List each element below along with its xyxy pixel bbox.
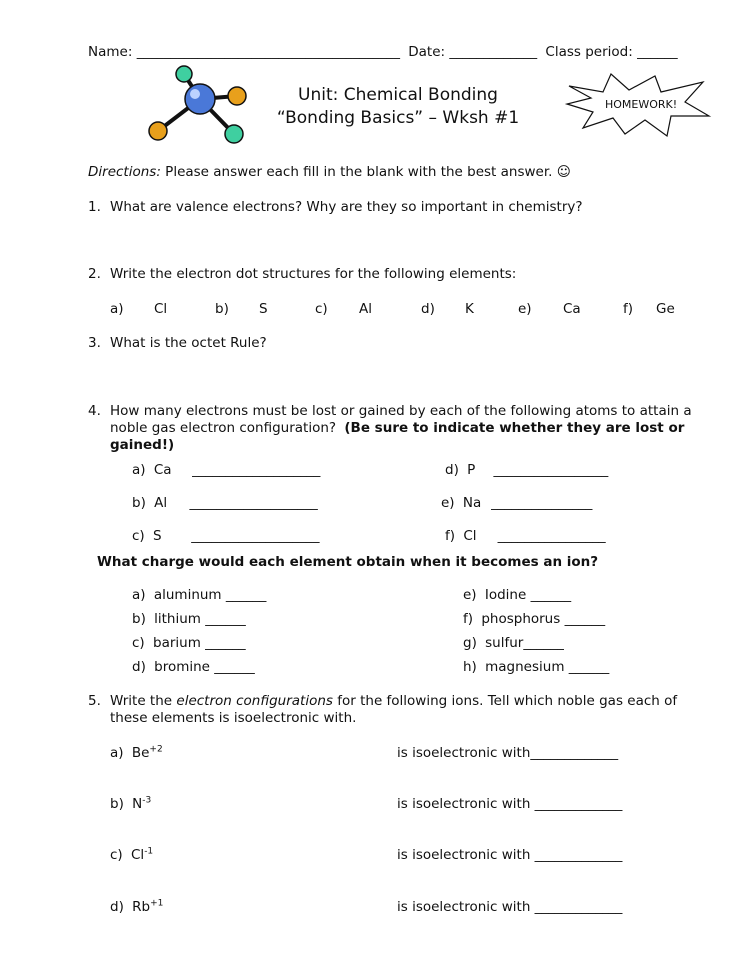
charge-text[interactable]: lithium ______ [154,611,246,627]
q2-item-letter: f) [623,301,634,317]
date-blank[interactable]: _____________ [449,44,538,60]
q4-item[interactable] [132,462,320,478]
q2-text: Write the electron dot structures for the following elements: [110,266,517,282]
q5-item-ion: Rb [132,899,151,915]
date-label: Date: [408,44,446,60]
q5-item [110,745,163,761]
charge-text[interactable]: phosphorus ______ [481,611,606,627]
charge-letter: b) [132,611,146,627]
q4-item-blank[interactable]: _______________ [491,495,593,511]
charge-heading: What charge would each element obtain when it becomes an ion? [97,554,599,570]
charge-item[interactable] [463,635,564,651]
q4-item-element: Cl [463,528,477,544]
charge-item[interactable] [463,611,605,627]
q2-item-letter: c) [315,301,328,317]
q2-item-letter: a) [110,301,124,317]
q2-item-element: K [465,301,474,317]
q5-item-charge: +2 [149,744,163,755]
q4-item-element: Ca [153,462,172,478]
charge-item[interactable] [463,587,571,603]
q4-line1: How many electrons must be lost or gained by each of the following atoms to attain a [110,403,692,419]
worksheet-title: “Bonding Basics” – Wksh #1 [276,108,520,128]
q4-item-blank[interactable]: ___________________ [191,528,320,544]
q5-item [110,847,153,863]
q5-line2: these elements is isoelectronic with. [110,710,357,726]
charge-letter: g) [463,635,477,651]
q5-number: 5. [88,693,101,709]
charge-text[interactable]: magnesium ______ [485,659,610,675]
q4-bold-note-end: gained!) [110,437,175,453]
charge-letter: a) [132,587,146,603]
q5-pre: Write the [110,693,173,709]
charge-letter: f) [463,611,474,627]
charge-letter: h) [463,659,477,675]
smiley-icon: ☺ [556,164,571,180]
q4-line2 [110,420,684,436]
charge-text[interactable]: sulfur______ [485,635,564,651]
q4-item-letter: e) [441,495,455,511]
q4-item-letter: f) [445,528,456,544]
q4-item-letter: d) [445,462,459,478]
q5-iso-blank[interactable]: is isoelectronic with_____________ [397,745,619,761]
q2-item-letter: d) [421,301,435,317]
period-blank[interactable]: ______ [637,44,678,60]
q5-line1 [110,693,677,709]
q4-item[interactable] [132,528,320,544]
q1-number: 1. [88,199,101,215]
homework-stamp-text: HOMEWORK! [605,98,678,111]
q3-number: 3. [88,335,101,351]
directions-text: Please answer each fill in the blank with the best answer. [165,164,553,180]
q4-item[interactable] [445,462,608,478]
q4-item[interactable] [441,495,592,511]
q2-item-letter: b) [215,301,229,317]
q4-item-element: S [153,528,162,544]
q5-item [110,796,151,812]
q5-item [110,899,163,915]
q2-item-element: Ge [656,301,675,317]
q5-post: for the following ions. Tell which noble gas each of [337,693,678,709]
name-field[interactable] [88,44,678,60]
q5-iso-blank[interactable]: is isoelectronic with _____________ [397,899,623,915]
q2-item-element: Al [359,301,372,317]
q4-item-element: Al [154,495,168,511]
q5-item-charge: +1 [150,898,164,909]
q5-item-letter: a) [110,745,124,761]
q4-item-element: P [467,462,476,478]
q4-item-blank[interactable]: ___________________ [192,462,321,478]
q2-item-element: Ca [563,301,581,317]
q5-item-ion: Cl [131,847,145,863]
q4-item-letter: b) [132,495,146,511]
q4-item-letter: c) [132,528,145,544]
q4-item-blank[interactable]: ___________________ [189,495,318,511]
charge-item[interactable] [132,659,255,675]
directions-label: Directions: [88,164,161,180]
q1-text: What are valence electrons? Why are they so important in chemistry? [110,199,583,215]
q2-item-letter: e) [518,301,532,317]
charge-text[interactable]: barium ______ [153,635,246,651]
unit-title: Unit: Chemical Bonding [298,85,498,105]
period-label: Class period: [545,44,633,60]
q4-item-element: Na [462,495,482,511]
directions [88,164,571,180]
charge-letter: e) [463,587,477,603]
q5-item-ion: Be [131,745,150,761]
q2-item-element: S [259,301,268,317]
q5-item-charge: -1 [144,846,154,857]
q4-item-blank[interactable]: ________________ [497,528,606,544]
q3-text: What is the octet Rule? [110,335,267,351]
q2-number: 2. [88,266,101,282]
q5-item-letter: d) [110,899,124,915]
q5-iso-blank[interactable]: is isoelectronic with _____________ [397,796,623,812]
charge-item[interactable] [132,611,246,627]
q5-iso-blank[interactable]: is isoelectronic with _____________ [397,847,623,863]
q5-item-ion: N [132,796,143,812]
q4-number: 4. [88,403,101,419]
charge-text[interactable]: Iodine ______ [484,587,572,603]
q4-item[interactable] [445,528,606,544]
charge-letter: c) [132,635,145,651]
molecule-icon [140,64,265,154]
charge-item[interactable] [132,635,246,651]
q2-item-element: Cl [154,301,168,317]
charge-letter: d) [132,659,146,675]
q5-italic: electron configurations [176,693,333,709]
q5-item-letter: c) [110,847,123,863]
name-label: Name: [88,44,133,60]
q4-bold-note: (Be sure to indicate whether they are lost or [344,420,685,436]
charge-item[interactable] [132,587,266,603]
q5-item-letter: b) [110,796,124,812]
q4-line2-text: noble gas electron configuration? [110,420,337,436]
q4-item[interactable] [132,495,318,511]
name-blank[interactable]: _______________________________________ [136,44,400,60]
q5-item-charge: -3 [142,795,152,806]
charge-text[interactable]: aluminum ______ [153,587,267,603]
q4-item-blank[interactable]: _________________ [493,462,609,478]
charge-item[interactable] [463,659,609,675]
q4-item-letter: a) [132,462,146,478]
charge-text[interactable]: bromine ______ [154,659,255,675]
